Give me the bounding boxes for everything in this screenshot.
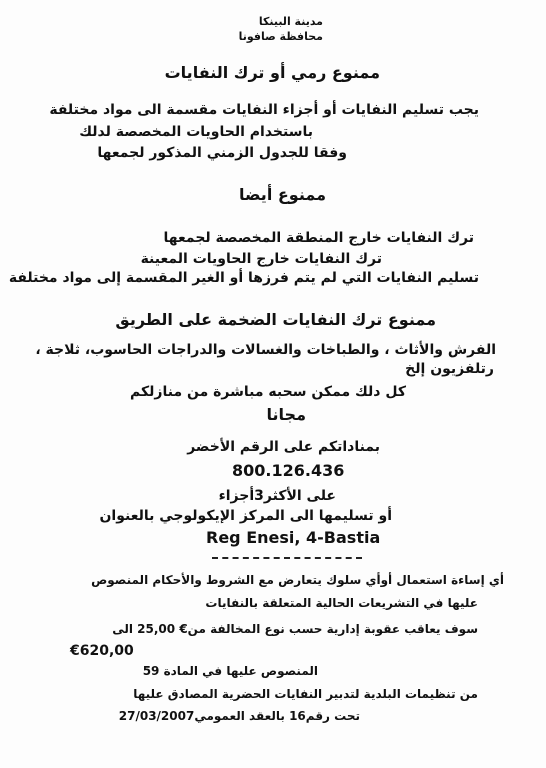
- city-name: مدينة البينكا: [258, 15, 323, 28]
- section3-title: ممنوع ترك النفايات الضخمة على الطريق: [115, 310, 436, 329]
- section2-line: ترك النفايات خارج الحاويات المعينة: [140, 251, 382, 267]
- section2-line: تسليم النفايات التي لم يتم فرزها أو الغير المقسمة إلى مواد مختلفة: [8, 270, 479, 286]
- penalty-line: أي إساءة استعمال أوأي سلوك يتعارض مع الشروط والأحكام المنصوص: [91, 573, 504, 587]
- penalty-line: المنصوص عليها في المادة 59: [142, 664, 318, 678]
- divider: [212, 557, 362, 559]
- section1-line: باستخدام الحاويات المخصصة لدلك: [79, 124, 313, 140]
- free-label: مجانا: [266, 405, 306, 424]
- province-name: محافظة صافونا: [238, 30, 323, 43]
- section1-line: وفقا للجدول الزمني المذكور لجمعها: [97, 145, 347, 161]
- penalty-line: تحت رقم16 بالعقد العمومي27/03/2007: [118, 709, 360, 723]
- collection-note: كل دلك ممكن سحبه مباشرة من منازلكم: [130, 384, 406, 400]
- max-items-note: على الأكثر3أجزاء: [218, 488, 336, 504]
- bulky-items-line: رتلفزيون إلخ: [405, 361, 494, 377]
- section1-title: ممنوع رمي أو ترك النفايات: [164, 63, 380, 82]
- section2-line: ترك النفايات خارج المنطقة المخصصة لجمعها: [163, 230, 474, 246]
- section1-line: يجب تسليم النفايات أو أجزاء النفايات مقسمة الى مواد مختلفة: [49, 102, 479, 118]
- penalty-line: سوف يعاقب عقوبة إدارية حسب نوع المخالفة من€ 25,00 الى: [112, 622, 478, 636]
- penalty-line: من تنظيمات البلدية لتدبير النفايات الحضرية المصادق عليها: [133, 687, 478, 701]
- address: Reg Enesi, 4-Bastia: [206, 528, 381, 547]
- bulky-items-line: الفرش والأثاث ، والطباخات والغسالات والدراجات الحاسوب، ثلاجة ،: [35, 342, 496, 358]
- penalty-line: عليها في التشريعات الحالية المتعلقة بالنفايات: [205, 596, 478, 610]
- phone-number: 800.126.436: [232, 461, 345, 480]
- green-number-label: بمناداتكم على الرقم الأخضر: [187, 439, 380, 455]
- max-fine-amount: €620,00: [70, 643, 134, 659]
- eco-center-label: أو تسليمها الى المركز الإيكولوجي بالعنوان: [99, 508, 392, 524]
- section2-title: ممنوع أيضا: [239, 185, 326, 204]
